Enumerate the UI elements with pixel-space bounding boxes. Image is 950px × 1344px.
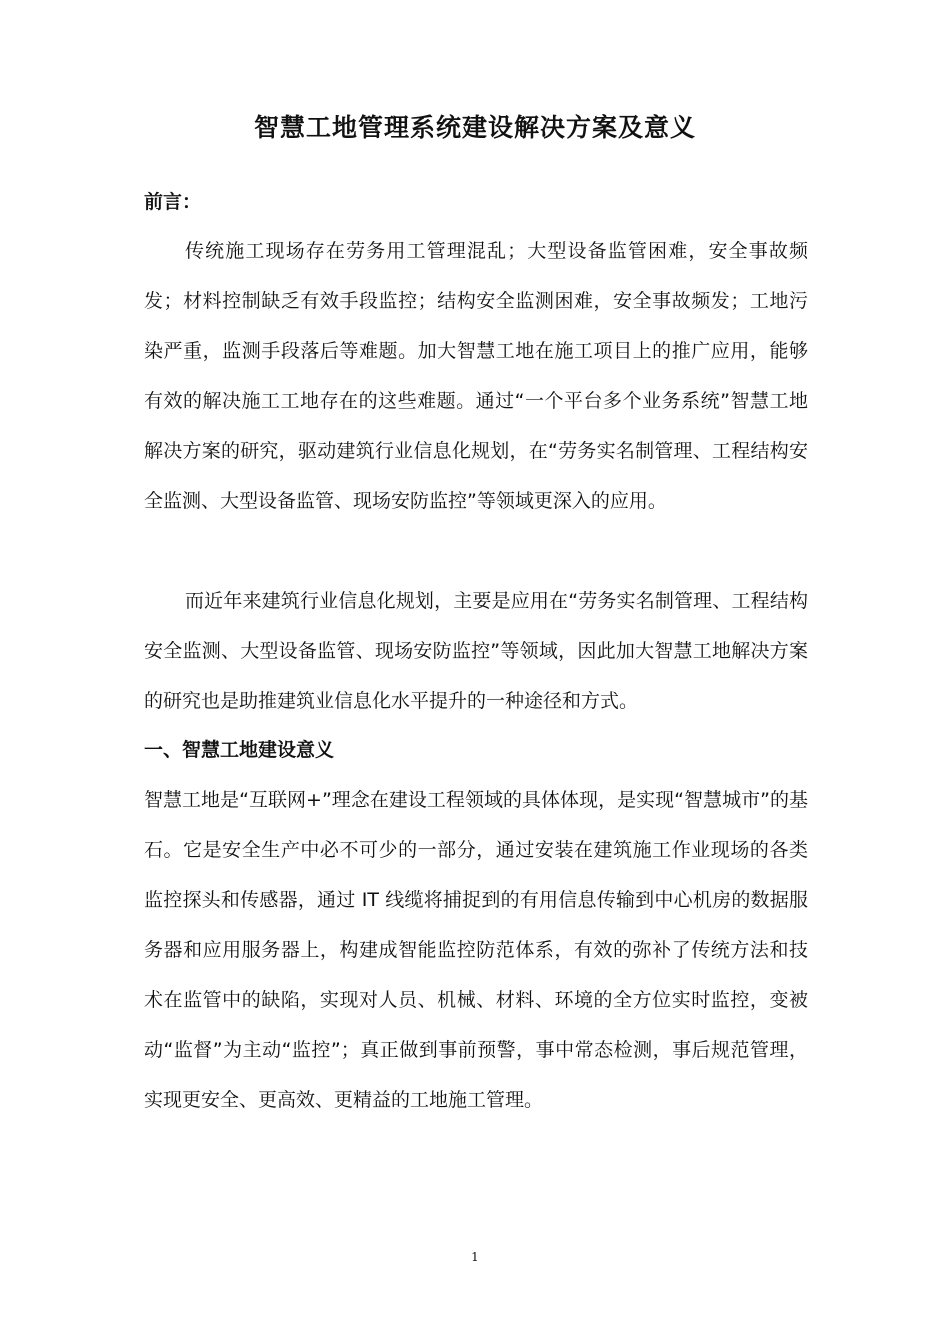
preface-paragraph-1: 传统施工现场存在劳务用工管理混乱；大型设备监管困难，安全事故频发；材料控制缺乏有效手段监控；结构安全监测困难，安全事故频发；工地污染严重，监测手段落后等难题。加大智慧工地在施工项目上的推广应用，能够有效的解决施工工地存在的这些难题。通过“一个平台多个业务系统”智慧工地解决方案的研究，驱动建筑行业信息化规划，在“劳务实名制管理、工程结构安全监测、大型设备监管、现场安防监控”等领域更深入的应用。: [144, 240, 808, 512]
section-heading: 一、智慧工地建设意义: [144, 739, 335, 761]
document-title: 智慧工地管理系统建设解决方案及意义: [253, 113, 696, 142]
preface-heading: 前言：: [144, 191, 202, 213]
section-paragraph: 智慧工地是“互联网+”理念在建设工程领域的具体体现，是实现“智慧城市”的基石。它是安全生产中必不可少的一部分，通过安装在建筑施工作业现场的各类监控探头和传感器，通过 IT 线缆将捕捉到的有用信息传输到中心机房的数据服务器和应用服务器上，构建成智能监控防范体系，有效的弥补了传统方法和技术在监管中的缺陷，实现对人员、机械、材料、环境的全方位实时监控，变被动“监督”为主动“监控”；真正做到事前预警，事中常态检测，事后规范管理，实现更安全、更高效、更精益的工地施工管理。: [144, 789, 808, 1111]
preface-paragraph-2: 而近年来建筑行业信息化规划，主要是应用在“劳务实名制管理、工程结构安全监测、大型设备监管、现场安防监控”等领域，因此加大智慧工地解决方案的研究也是助推建筑业信息化水平提升的一种途径和方式。: [144, 590, 808, 712]
page-number: 1: [471, 1250, 479, 1264]
